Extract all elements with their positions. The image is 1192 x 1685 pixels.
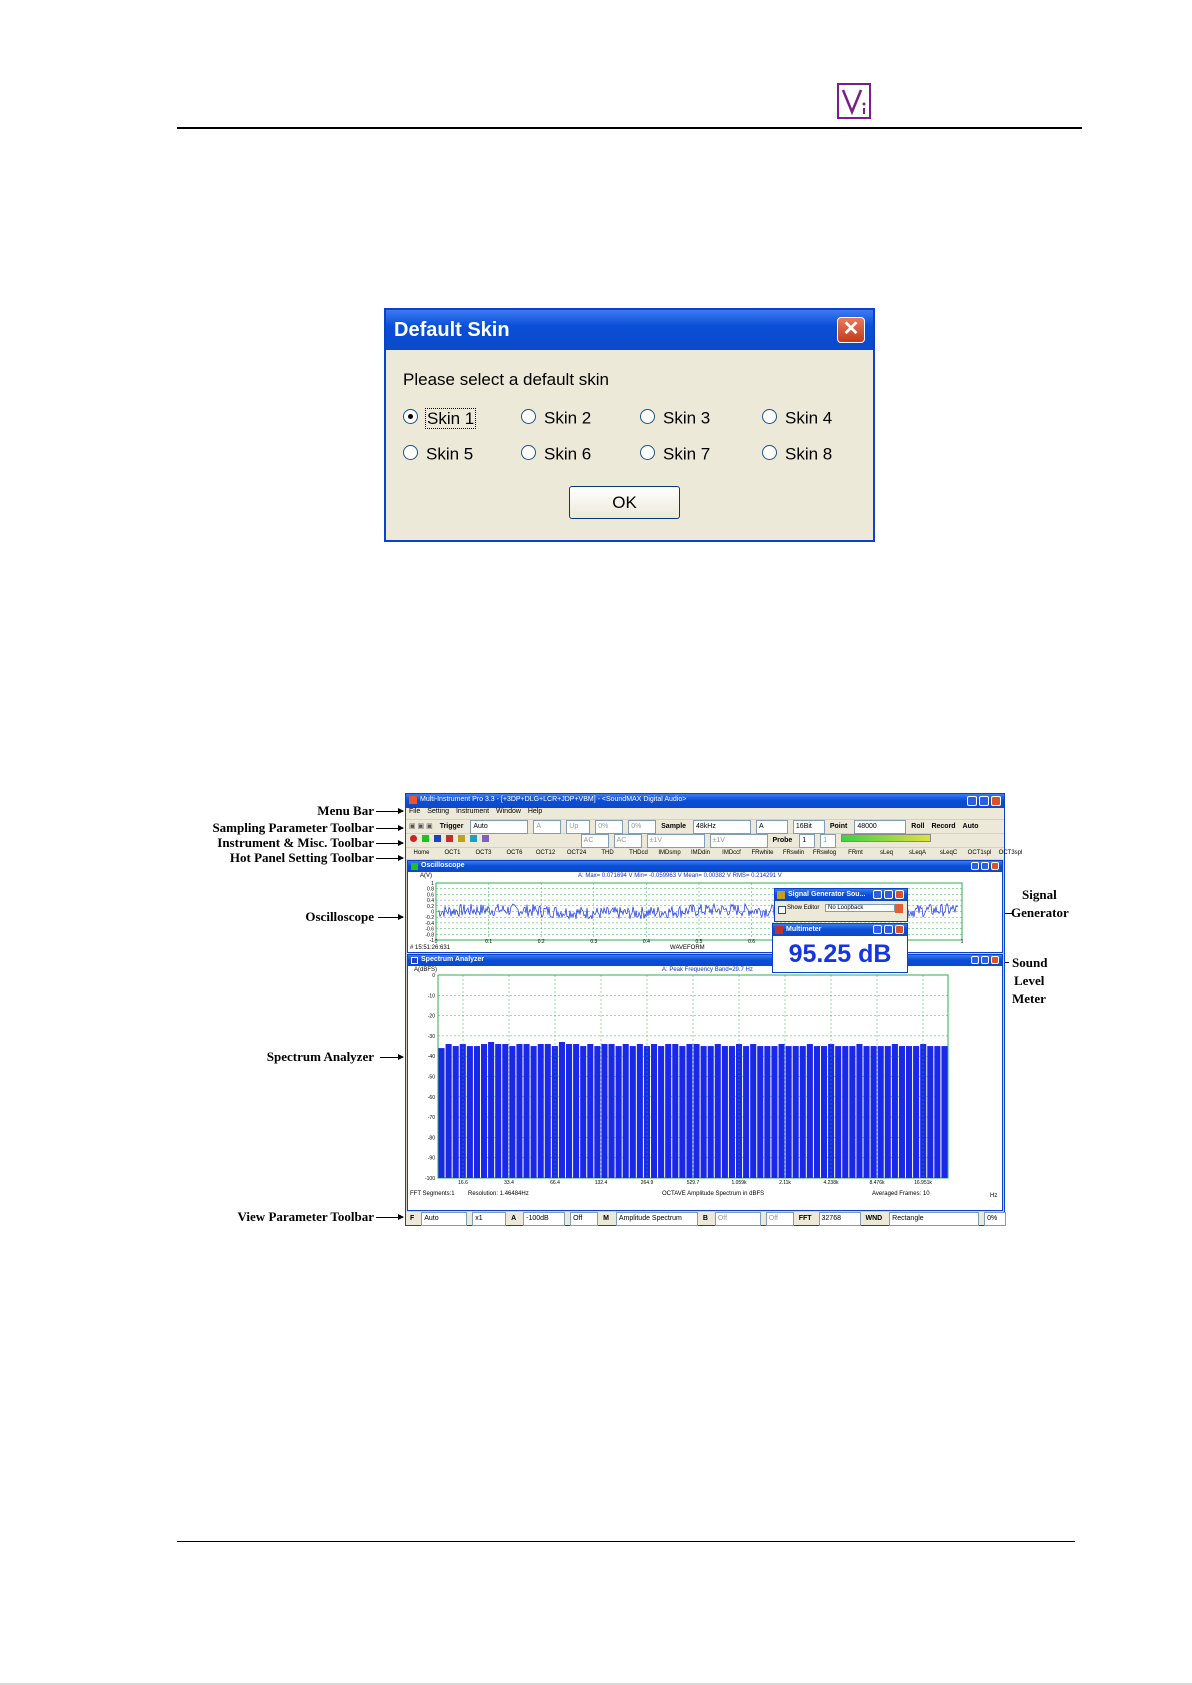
radio-skin-1[interactable]: Skin 1 — [403, 407, 475, 429]
trigger-select[interactable]: Auto — [470, 820, 528, 834]
spectrum-bar — [764, 1046, 770, 1178]
multimeter-icon — [775, 926, 783, 934]
spectrum-bar — [800, 1046, 806, 1178]
record-button[interactable]: Record — [931, 823, 956, 830]
spectrum-bar — [779, 1044, 785, 1178]
spectrum-bar — [488, 1042, 494, 1178]
spectrum-xtick: 132.4 — [594, 1180, 608, 1186]
show-editor-checkbox[interactable] — [778, 906, 786, 914]
osc-ytick: -1 — [429, 938, 434, 944]
spectrum-bar — [885, 1046, 891, 1178]
spectrum-ytick: -10 — [427, 993, 435, 1000]
spectrum-bar — [750, 1044, 756, 1178]
spectrum-bar — [651, 1044, 657, 1178]
multimeter-icon[interactable] — [446, 835, 453, 842]
spectrum-bar — [807, 1044, 813, 1178]
roll-checkbox[interactable]: Roll — [911, 823, 925, 830]
probe-b-select[interactable]: 1 — [820, 834, 836, 848]
probe-label: Probe — [772, 837, 793, 844]
dialog-prompt: Please select a default skin — [403, 370, 610, 389]
spectrum-bar — [559, 1042, 565, 1178]
callout-menu-bar: Menu Bar — [317, 803, 374, 818]
settings-icon[interactable] — [482, 835, 489, 842]
spectrum-xtick: 16.6 — [458, 1180, 468, 1186]
spectrum-xlabel: OCTAVE Amplitude Spectrum in dBFS — [662, 1191, 765, 1197]
osc-ytick: 0.6 — [427, 892, 434, 899]
close-icon[interactable] — [991, 796, 1001, 806]
spectrum-bar — [771, 1046, 777, 1178]
close-icon[interactable] — [991, 862, 999, 870]
menu-instrument[interactable]: Instrument — [455, 808, 490, 815]
oscilloscope-icon[interactable] — [422, 835, 429, 842]
sample-rate-select[interactable]: 48kHz — [693, 820, 751, 834]
spectrum-ytick: -80 — [427, 1135, 435, 1142]
spectrum-ytick: -100 — [424, 1176, 435, 1182]
arrow-icon — [376, 843, 403, 844]
osc-xtick: 0.4 — [642, 939, 650, 945]
spectrum-bar — [516, 1044, 522, 1178]
default-skin-dialog — [384, 308, 875, 542]
callout-sampling-toolbar: Sampling Parameter Toolbar — [212, 820, 374, 835]
a-range-select[interactable]: -100dB — [523, 1212, 565, 1226]
callout-signal: Signal — [1022, 887, 1057, 902]
spectrum-ytick: -20 — [427, 1013, 435, 1020]
menu-file[interactable]: File — [409, 808, 421, 815]
probe-a-select[interactable]: 1 — [799, 834, 815, 848]
spectrum-bar — [679, 1046, 685, 1178]
trigger-level-input[interactable]: 0% — [595, 820, 623, 834]
hot-panel-item[interactable]: FRswlog — [812, 850, 837, 856]
b-label: B — [702, 1215, 708, 1222]
record-icon[interactable] — [410, 835, 417, 842]
a-label: A — [511, 1215, 517, 1222]
arrow-icon — [378, 917, 403, 918]
signal-generator-window — [774, 888, 908, 922]
spectrum-bar — [715, 1044, 721, 1178]
f-select[interactable]: Auto — [421, 1212, 467, 1226]
spectrum-xtick: 16.951k — [914, 1180, 932, 1186]
spectrum-xtick: 264.9 — [640, 1180, 654, 1186]
sample-label: Sample — [661, 823, 687, 830]
osc-xtick: 0.5 — [695, 939, 703, 945]
hot-panel-toolbar — [406, 848, 1023, 859]
spectrum-bar — [637, 1044, 643, 1178]
minimize-icon[interactable] — [873, 925, 882, 934]
spectrum-bar — [524, 1044, 530, 1178]
spectrum-bar — [509, 1046, 515, 1178]
window-controls — [873, 925, 904, 934]
hot-panel-item[interactable]: OCT12 — [535, 850, 556, 856]
hot-panel-item[interactable]: OCT3spl — [998, 850, 1023, 856]
hot-panel-item[interactable]: sLeqA — [908, 850, 926, 856]
spectrum-bar — [616, 1046, 622, 1178]
osc-ytick: -0.8 — [425, 932, 434, 939]
restore-icon[interactable] — [884, 890, 893, 899]
pretrigger-input[interactable]: 0% — [628, 820, 656, 834]
spectrum-bar — [446, 1044, 452, 1178]
osc-ytick: 0 — [431, 909, 434, 916]
radio-skin-7[interactable]: Skin 7 — [640, 443, 710, 465]
spectrum-ytick: -40 — [427, 1054, 435, 1061]
menu-setting[interactable]: Setting — [427, 808, 450, 815]
spectrum-bar — [538, 1044, 544, 1178]
channel-select[interactable]: A — [756, 820, 788, 834]
hot-panel-item[interactable]: OCT24 — [566, 850, 587, 856]
spectrum-bar — [821, 1046, 827, 1178]
spectrum-bar — [658, 1046, 664, 1178]
spectrum-bar — [502, 1044, 508, 1178]
spectrum-bar — [609, 1044, 615, 1178]
osc-ytick: 0.4 — [427, 898, 434, 905]
oscilloscope-title: Oscilloscope — [421, 862, 465, 869]
window-controls — [967, 796, 1001, 806]
radio-icon — [640, 409, 655, 424]
restore-icon[interactable] — [981, 956, 989, 964]
show-editor-label: Show Editor — [787, 905, 820, 911]
spectrum-bar — [686, 1044, 692, 1178]
spectrum-bar — [694, 1044, 700, 1178]
spectrum-ytick: 0 — [432, 973, 435, 979]
range-a-select[interactable]: ±1V — [647, 834, 705, 848]
spectrum-bar — [467, 1046, 473, 1178]
off-select-3[interactable]: Off — [766, 1212, 794, 1226]
spectrum-bar — [672, 1044, 678, 1178]
spectrum-bar — [814, 1046, 820, 1178]
minimize-icon[interactable] — [971, 956, 979, 964]
radio-skin-2[interactable]: Skin 2 — [521, 407, 591, 429]
multimeter-titlebar — [773, 924, 907, 936]
spectrum-bar — [531, 1046, 537, 1178]
restore-icon[interactable] — [884, 925, 893, 934]
osc-xtick: 0.6 — [748, 939, 756, 945]
spectrum-bar — [835, 1046, 841, 1178]
hot-panel-item[interactable]: OCT1 — [444, 850, 461, 856]
ok-button[interactable]: OK — [569, 486, 680, 519]
bits-select[interactable]: 16Bit — [793, 820, 825, 834]
callout-view-toolbar: View Parameter Toolbar — [237, 1209, 374, 1224]
spectrum-resolution: Resolution: 1.46484Hz — [468, 1191, 529, 1197]
fft-label: FFT — [798, 1215, 812, 1222]
hot-panel-item[interactable]: OCT1spl — [967, 850, 992, 856]
radio-skin-4[interactable]: Skin 4 — [762, 407, 832, 429]
spectrum-xtick: 4.238k — [823, 1180, 839, 1186]
spectrum-xtick: 33.4 — [504, 1180, 514, 1186]
osc-ytick: -0.4 — [425, 920, 434, 927]
osc-xtick: 0.2 — [537, 939, 545, 945]
osc-xtick: 0.3 — [590, 939, 598, 945]
range-b-select[interactable]: ±1V — [710, 834, 768, 848]
minimize-icon[interactable] — [873, 890, 882, 899]
m-label: M — [603, 1215, 609, 1222]
scale-select[interactable]: x1 — [472, 1212, 506, 1226]
spectrum-bar — [842, 1046, 848, 1178]
radio-skin-3[interactable]: Skin 3 — [640, 407, 710, 429]
spectrum-bar — [743, 1046, 749, 1178]
multimeter-window — [772, 923, 908, 973]
radio-skin-6[interactable]: Skin 6 — [521, 443, 591, 465]
spectrum-bar — [864, 1046, 870, 1178]
window-controls — [971, 956, 999, 964]
arrow-icon — [376, 858, 403, 859]
spectrum-bar — [587, 1044, 593, 1178]
spectrum-bar — [594, 1046, 600, 1178]
arrow-icon — [376, 828, 403, 829]
close-icon[interactable] — [991, 956, 999, 964]
spectrum-bar — [665, 1044, 671, 1178]
spectrum-ytick: -30 — [427, 1033, 435, 1040]
f-label: F — [410, 1215, 415, 1222]
osc-ytick: 0.8 — [427, 886, 434, 893]
off-select-1[interactable]: Off — [570, 1212, 598, 1226]
radio-selected-icon — [403, 409, 418, 424]
spectrum-bar — [906, 1046, 912, 1178]
spectrum-bar — [623, 1044, 629, 1178]
spectrum-bar — [729, 1046, 735, 1178]
dialog-title: Default Skin — [394, 319, 510, 341]
signal-generator-titlebar — [775, 889, 907, 901]
spectrum-bar — [892, 1044, 898, 1178]
hot-panel-item[interactable]: THDcd — [629, 850, 648, 856]
hot-panel-item[interactable]: sLeq — [879, 850, 893, 856]
coupling-a-select[interactable]: AC — [581, 834, 609, 848]
radio-skin-8[interactable]: Skin 8 — [762, 443, 832, 465]
off-select-2[interactable]: Off — [715, 1212, 761, 1226]
spectrum-titlebar — [408, 955, 1002, 966]
spectrum-ytick: -60 — [427, 1094, 435, 1101]
osc-ylabel: A(V) — [420, 873, 432, 879]
hot-panel-item[interactable]: Home — [413, 850, 430, 856]
footer-rule — [177, 1541, 1075, 1542]
spectrum-ytick: -70 — [427, 1115, 435, 1122]
radio-icon — [521, 409, 536, 424]
toolbar-icons: ▣ ▣ ▣ — [409, 823, 433, 830]
spectrum-bar — [722, 1046, 728, 1178]
header-rule — [177, 127, 1082, 129]
spectrum-bar — [573, 1044, 579, 1178]
app-icon — [409, 796, 417, 804]
spectrum-title: Spectrum Analyzer — [421, 956, 485, 963]
view-parameter-toolbar — [406, 1212, 1004, 1225]
hot-panel-item[interactable]: FRswlin — [782, 850, 805, 856]
callout-spectrum-analyzer: Spectrum Analyzer — [266, 1049, 374, 1064]
point-label: Point — [829, 823, 848, 830]
restore-icon[interactable] — [981, 862, 989, 870]
spectrum-xtick: 66.4 — [550, 1180, 560, 1186]
radio-icon — [640, 445, 655, 460]
app-titlebar — [406, 794, 1004, 808]
trigger-channel-select[interactable]: A — [533, 820, 561, 834]
radio-icon — [403, 445, 418, 460]
restore-icon[interactable] — [979, 796, 989, 806]
point-select[interactable]: 48000 — [854, 820, 906, 834]
spectrum-ytick: -50 — [427, 1074, 435, 1081]
spectrum-bar — [871, 1046, 877, 1178]
spectrum-bar — [849, 1046, 855, 1178]
spectrum-ytick: -90 — [427, 1155, 435, 1162]
spectrum-xtick: 1.059k — [731, 1180, 747, 1186]
osc-xtick: 0 — [434, 939, 438, 945]
spectrum-bar — [913, 1046, 919, 1178]
spectrum-xtick: 8.476k — [869, 1180, 885, 1186]
window-controls — [873, 890, 904, 899]
spectrum-bar — [601, 1044, 607, 1178]
spectrum-bar — [934, 1046, 940, 1178]
trigger-label: Trigger — [439, 823, 464, 830]
spectrum-bar — [630, 1046, 636, 1178]
hot-panel-item[interactable]: IMDccf — [722, 850, 741, 856]
osc-ytick: 1 — [431, 881, 434, 887]
oscilloscope-icon — [411, 863, 418, 870]
spectrum-bar — [757, 1046, 763, 1178]
callout-meter: Meter — [1012, 991, 1046, 1006]
close-icon[interactable] — [895, 925, 904, 934]
menu-window[interactable]: Window — [496, 808, 521, 815]
osc-xtick: 0.1 — [485, 939, 493, 945]
osc-timestamp: # 15:51:26:631 — [410, 945, 451, 951]
hot-panel-item[interactable]: OCT6 — [506, 850, 523, 856]
hot-panel-item[interactable]: IMDsmp — [658, 850, 681, 856]
menu-bar — [406, 808, 1004, 819]
arrow-icon — [376, 811, 403, 812]
hot-panel-item[interactable]: IMDdin — [690, 850, 710, 856]
company-logo — [837, 83, 871, 119]
hot-panel-item[interactable]: THD — [601, 850, 614, 856]
dialog-titlebar — [386, 310, 873, 350]
spectrum-bar — [878, 1046, 884, 1178]
radio-icon — [762, 409, 777, 424]
spectrum-xtick: 2.11k — [779, 1180, 791, 1186]
spectrum-bar — [453, 1046, 459, 1178]
spectrum-analyzer-window — [407, 954, 1003, 1211]
osc-ytick: -0.6 — [425, 926, 434, 933]
generator-icon[interactable] — [458, 835, 465, 842]
loopback-select[interactable]: No Loopback — [825, 904, 895, 912]
auto-button[interactable]: Auto — [962, 823, 979, 830]
minimize-icon[interactable] — [967, 796, 977, 806]
close-icon[interactable]: ✕ — [837, 317, 865, 343]
spectrum-ylabel: A(dBFS) — [414, 967, 438, 973]
osc-stats: A: Max= 0.071694 V Min= -0.059963 V Mean= 0.00382 V RMS= 0.214291 V — [578, 873, 782, 879]
spectrum-bar — [941, 1046, 947, 1178]
spectrum-bar — [481, 1044, 487, 1178]
mode-select[interactable]: Amplitude Spectrum — [616, 1212, 698, 1226]
spectrum-bar — [793, 1046, 799, 1178]
close-icon[interactable] — [895, 890, 904, 899]
spectrum-bar — [495, 1044, 501, 1178]
signal-generator-title: Signal Generator Sou... — [788, 891, 866, 898]
spectrum-bar — [566, 1044, 572, 1178]
osc-ytick: 0.2 — [427, 903, 434, 910]
spectrum-bar — [474, 1046, 480, 1178]
oscilloscope-window — [407, 860, 1003, 953]
coupling-b-select[interactable]: AC — [614, 834, 642, 848]
level-meter — [841, 834, 931, 842]
multimeter-title: Multimeter — [786, 926, 822, 933]
hot-panel-item[interactable]: OCT3 — [475, 850, 492, 856]
trigger-edge-select[interactable]: Up — [566, 820, 590, 834]
callout-sound: Sound — [1012, 955, 1048, 970]
menu-help[interactable]: Help — [527, 808, 543, 815]
wnd-label: WND — [865, 1215, 883, 1222]
multi-instrument-window — [405, 793, 1023, 1226]
spectrum-bar — [786, 1046, 792, 1178]
callout-level: Level — [1014, 973, 1045, 988]
arrow-icon — [380, 1057, 403, 1058]
spectrum-bar — [545, 1044, 551, 1178]
spectrum-icon[interactable] — [434, 835, 441, 842]
osc-ytick: -0.2 — [425, 915, 434, 922]
osc-xtick: 1 — [960, 939, 964, 945]
radio-skin-5[interactable]: Skin 5 — [403, 443, 473, 465]
spectrum-bar — [708, 1046, 714, 1178]
spectrum-bar — [856, 1044, 862, 1178]
hot-panel-item[interactable]: FRwhite — [751, 850, 774, 856]
meter-icon[interactable] — [470, 835, 477, 842]
callout-oscilloscope: Oscilloscope — [305, 909, 374, 924]
spectrum-unit: Hz — [990, 1193, 998, 1199]
radio-icon — [521, 445, 536, 460]
callout-generator: Generator — [1011, 905, 1069, 920]
arrow-icon — [376, 1217, 403, 1218]
osc-xlabel: WAVEFORM — [670, 945, 705, 951]
callout-instrument-toolbar: Instrument & Misc. Toolbar — [217, 835, 374, 850]
overlap-select[interactable]: 0% — [984, 1212, 1006, 1226]
play-icon[interactable] — [895, 904, 903, 913]
fft-select[interactable]: 32768 — [819, 1212, 861, 1226]
callout-hot-panel-toolbar: Hot Panel Setting Toolbar — [229, 850, 374, 865]
window-function-select[interactable]: Rectangle — [889, 1212, 979, 1226]
spectrum-peak: A: Peak Frequency Band=29.7 Hz — [662, 967, 753, 973]
spectrum-bar — [927, 1046, 933, 1178]
spectrum-bar — [439, 1048, 445, 1178]
sampling-toolbar — [406, 820, 1004, 833]
hot-panel-item[interactable]: sLeqC — [939, 850, 958, 856]
spectrum-bar — [899, 1046, 905, 1178]
app-title: Multi-Instrument Pro 3.3 - [+3DP+DLG+LCR+JDP+VBM] - <SoundMAX Digital Audio> — [420, 796, 687, 803]
window-controls — [971, 862, 999, 870]
spectrum-xtick: 529.7 — [686, 1180, 700, 1186]
hot-panel-item[interactable]: FRmt — [848, 850, 863, 856]
radio-icon — [762, 445, 777, 460]
minimize-icon[interactable] — [971, 862, 979, 870]
spectrum-averaged: Averaged Frames: 10 — [872, 1191, 930, 1197]
spectrum-icon — [411, 957, 418, 964]
spectrum-bar — [701, 1046, 707, 1178]
oscilloscope-titlebar — [408, 861, 1002, 872]
multimeter-reading: 95.25 dB — [788, 940, 892, 968]
generator-icon — [777, 891, 785, 899]
spectrum-plot — [408, 973, 1002, 1186]
spectrum-bar — [580, 1046, 586, 1178]
instrument-toolbar — [406, 834, 1004, 847]
spectrum-segments: FFT Segments:1 — [410, 1191, 455, 1197]
